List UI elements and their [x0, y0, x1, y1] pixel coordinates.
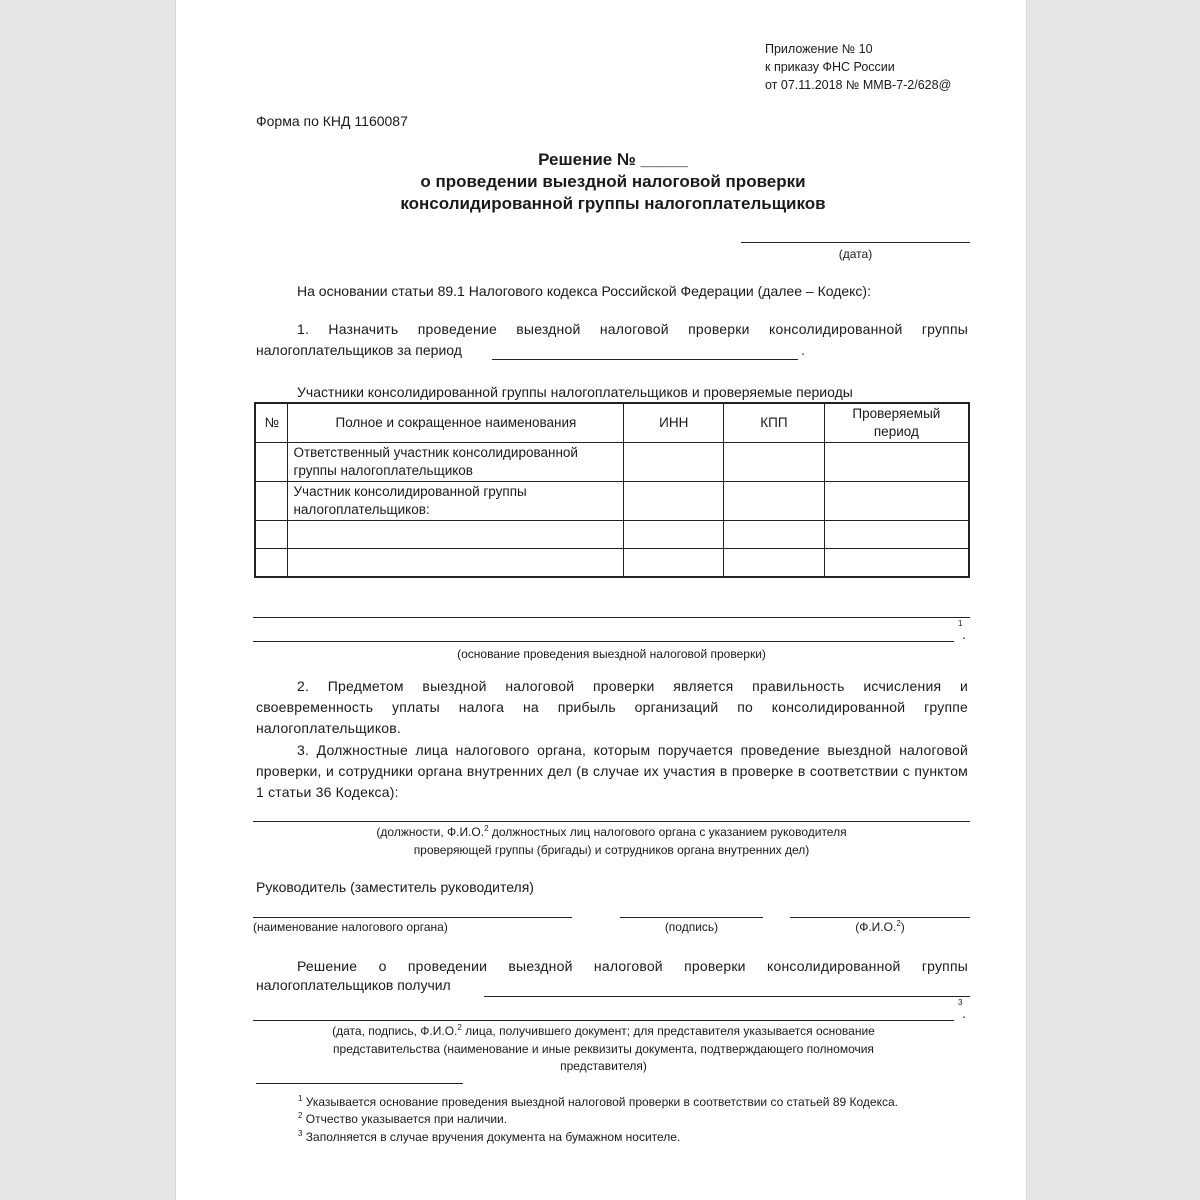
intro-text: На основании статьи 89.1 Налогового кодекса Российской Федерации (далее – Кодекс):	[297, 283, 871, 299]
cell-kpp[interactable]	[724, 549, 825, 578]
received-line-1: Решение о проведении выездной налоговой проверки консолидированной группы	[297, 958, 968, 974]
title-line-3: консолидированной группы налогоплательщиков	[400, 194, 826, 213]
cell-inn[interactable]	[624, 549, 724, 578]
date-field-line[interactable]	[741, 242, 970, 243]
cell-number[interactable]	[255, 549, 288, 578]
received-footnote-mark: 3	[958, 998, 963, 1007]
appendix-line-2: к приказу ФНС России	[765, 60, 895, 74]
cell-inn[interactable]	[624, 521, 724, 549]
signature-field-line[interactable]	[620, 917, 763, 918]
cell-period[interactable]	[824, 521, 969, 549]
item1-line-1: 1. Назначить проведение выездной налоговой проверки консолидированной группы	[297, 321, 968, 337]
received-field-line-1[interactable]	[484, 996, 970, 997]
date-caption: (дата)	[838, 247, 873, 261]
header-number: №	[255, 403, 288, 443]
basis-footnote-mark: 1	[958, 619, 963, 628]
org-name-field-line[interactable]	[253, 917, 572, 918]
basis-caption: (основание проведения выездной налоговой проверки)	[457, 647, 766, 661]
table-caption: Участники консолидированной группы налогоплательщиков и проверяемые периоды	[297, 384, 853, 400]
item1-line-2: налогоплательщиков за период	[256, 342, 462, 358]
table-row	[255, 482, 969, 521]
form-code: Форма по КНД 1160087	[256, 113, 408, 129]
header-inn: ИНН	[624, 403, 724, 443]
cell-kpp[interactable]	[724, 482, 825, 521]
members-table	[254, 402, 970, 578]
received-dot: .	[962, 1005, 966, 1021]
basis-dot: .	[962, 626, 966, 642]
table-header-row	[255, 403, 969, 443]
header-period: Проверяемый период	[824, 403, 969, 443]
cell-number[interactable]	[255, 521, 288, 549]
period-field-line[interactable]	[492, 359, 798, 360]
cell-inn[interactable]	[624, 482, 724, 521]
table-row	[255, 443, 969, 482]
cell-period[interactable]	[824, 443, 969, 482]
cell-name: Ответственный участник консолидированной группы налогоплательщиков	[288, 443, 624, 482]
officials-caption-line-1: (должности, Ф.И.О.$^2$ должностных лиц налогового органа с указанием руководителя	[376, 824, 847, 839]
cell-number[interactable]	[255, 443, 288, 482]
received-caption-line-2: представительства (наименование и иные реквизиты документа, подтверждающего полномочия	[333, 1042, 874, 1056]
fio-field-line[interactable]	[790, 917, 970, 918]
cell-inn[interactable]	[624, 443, 724, 482]
cell-period[interactable]	[824, 549, 969, 578]
cell-name[interactable]	[288, 521, 624, 549]
received-field-line-2[interactable]	[253, 1020, 954, 1021]
basis-field-line-2[interactable]	[253, 641, 954, 642]
org-name-caption: (наименование налогового органа)	[253, 920, 448, 934]
appendix-line-3: от 07.11.2018 № ММВ-7-2/628@	[765, 78, 952, 92]
received-line-2: налогоплательщиков получил	[256, 977, 451, 993]
title-line-2: о проведении выездной налоговой проверки	[420, 172, 806, 191]
basis-field-line-1[interactable]	[253, 617, 970, 618]
header-name: Полное и сокращенное наименования	[288, 403, 624, 443]
table-row	[255, 521, 969, 549]
received-caption-line-3: представителя)	[560, 1059, 647, 1073]
footnote-3: $^3$ Заполняется в случае вручения документа на бумажном носителе.	[298, 1129, 681, 1144]
head-label: Руководитель (заместитель руководителя)	[256, 879, 534, 895]
footnote-1: $^1$ Указывается основание проведения выездной налоговой проверки в соответствии со статьей 89 Кодекса.	[298, 1094, 898, 1109]
cell-kpp[interactable]	[724, 521, 825, 549]
table-row	[255, 549, 969, 578]
appendix-line-1: Приложение № 10	[765, 42, 873, 56]
item1-dot: .	[801, 342, 805, 358]
signature-caption: (подпись)	[664, 920, 719, 934]
title-line-1: Решение № _____	[538, 150, 688, 169]
item3-text: 3. Должностные лица налогового органа, которым поручается проведение выездной налоговой проверки, и сотрудники органа внутренних дел (в случае их участия в проверке в соответствии с пунктом 1 статьи 36 Кодекса):	[256, 742, 968, 800]
footnote-2: $^2$ Отчество указывается при наличии.	[298, 1111, 508, 1126]
cell-number[interactable]	[255, 482, 288, 521]
received-caption-line-1: (дата, подпись, Ф.И.О.$^2$ лица, получившего документ; для представителя указывается основание	[332, 1023, 875, 1038]
cell-period[interactable]	[824, 482, 969, 521]
footnote-separator	[256, 1083, 463, 1084]
cell-name[interactable]	[288, 549, 624, 578]
cell-name: Участник консолидированной группы налогоплательщиков:	[288, 482, 624, 521]
cell-kpp[interactable]	[724, 443, 825, 482]
fio-caption: (Ф.И.О.$^2$)	[855, 919, 905, 934]
header-kpp: КПП	[724, 403, 825, 443]
officials-caption-line-2: проверяющей группы (бригады) и сотрудников органа внутренних дел)	[413, 843, 810, 857]
item2-text: 2. Предметом выездной налоговой проверки является правильность исчисления и своевременность уплаты налога на прибыль организаций по консолидированной группе налогоплательщиков.	[256, 678, 968, 736]
officials-field-line[interactable]	[253, 821, 970, 822]
